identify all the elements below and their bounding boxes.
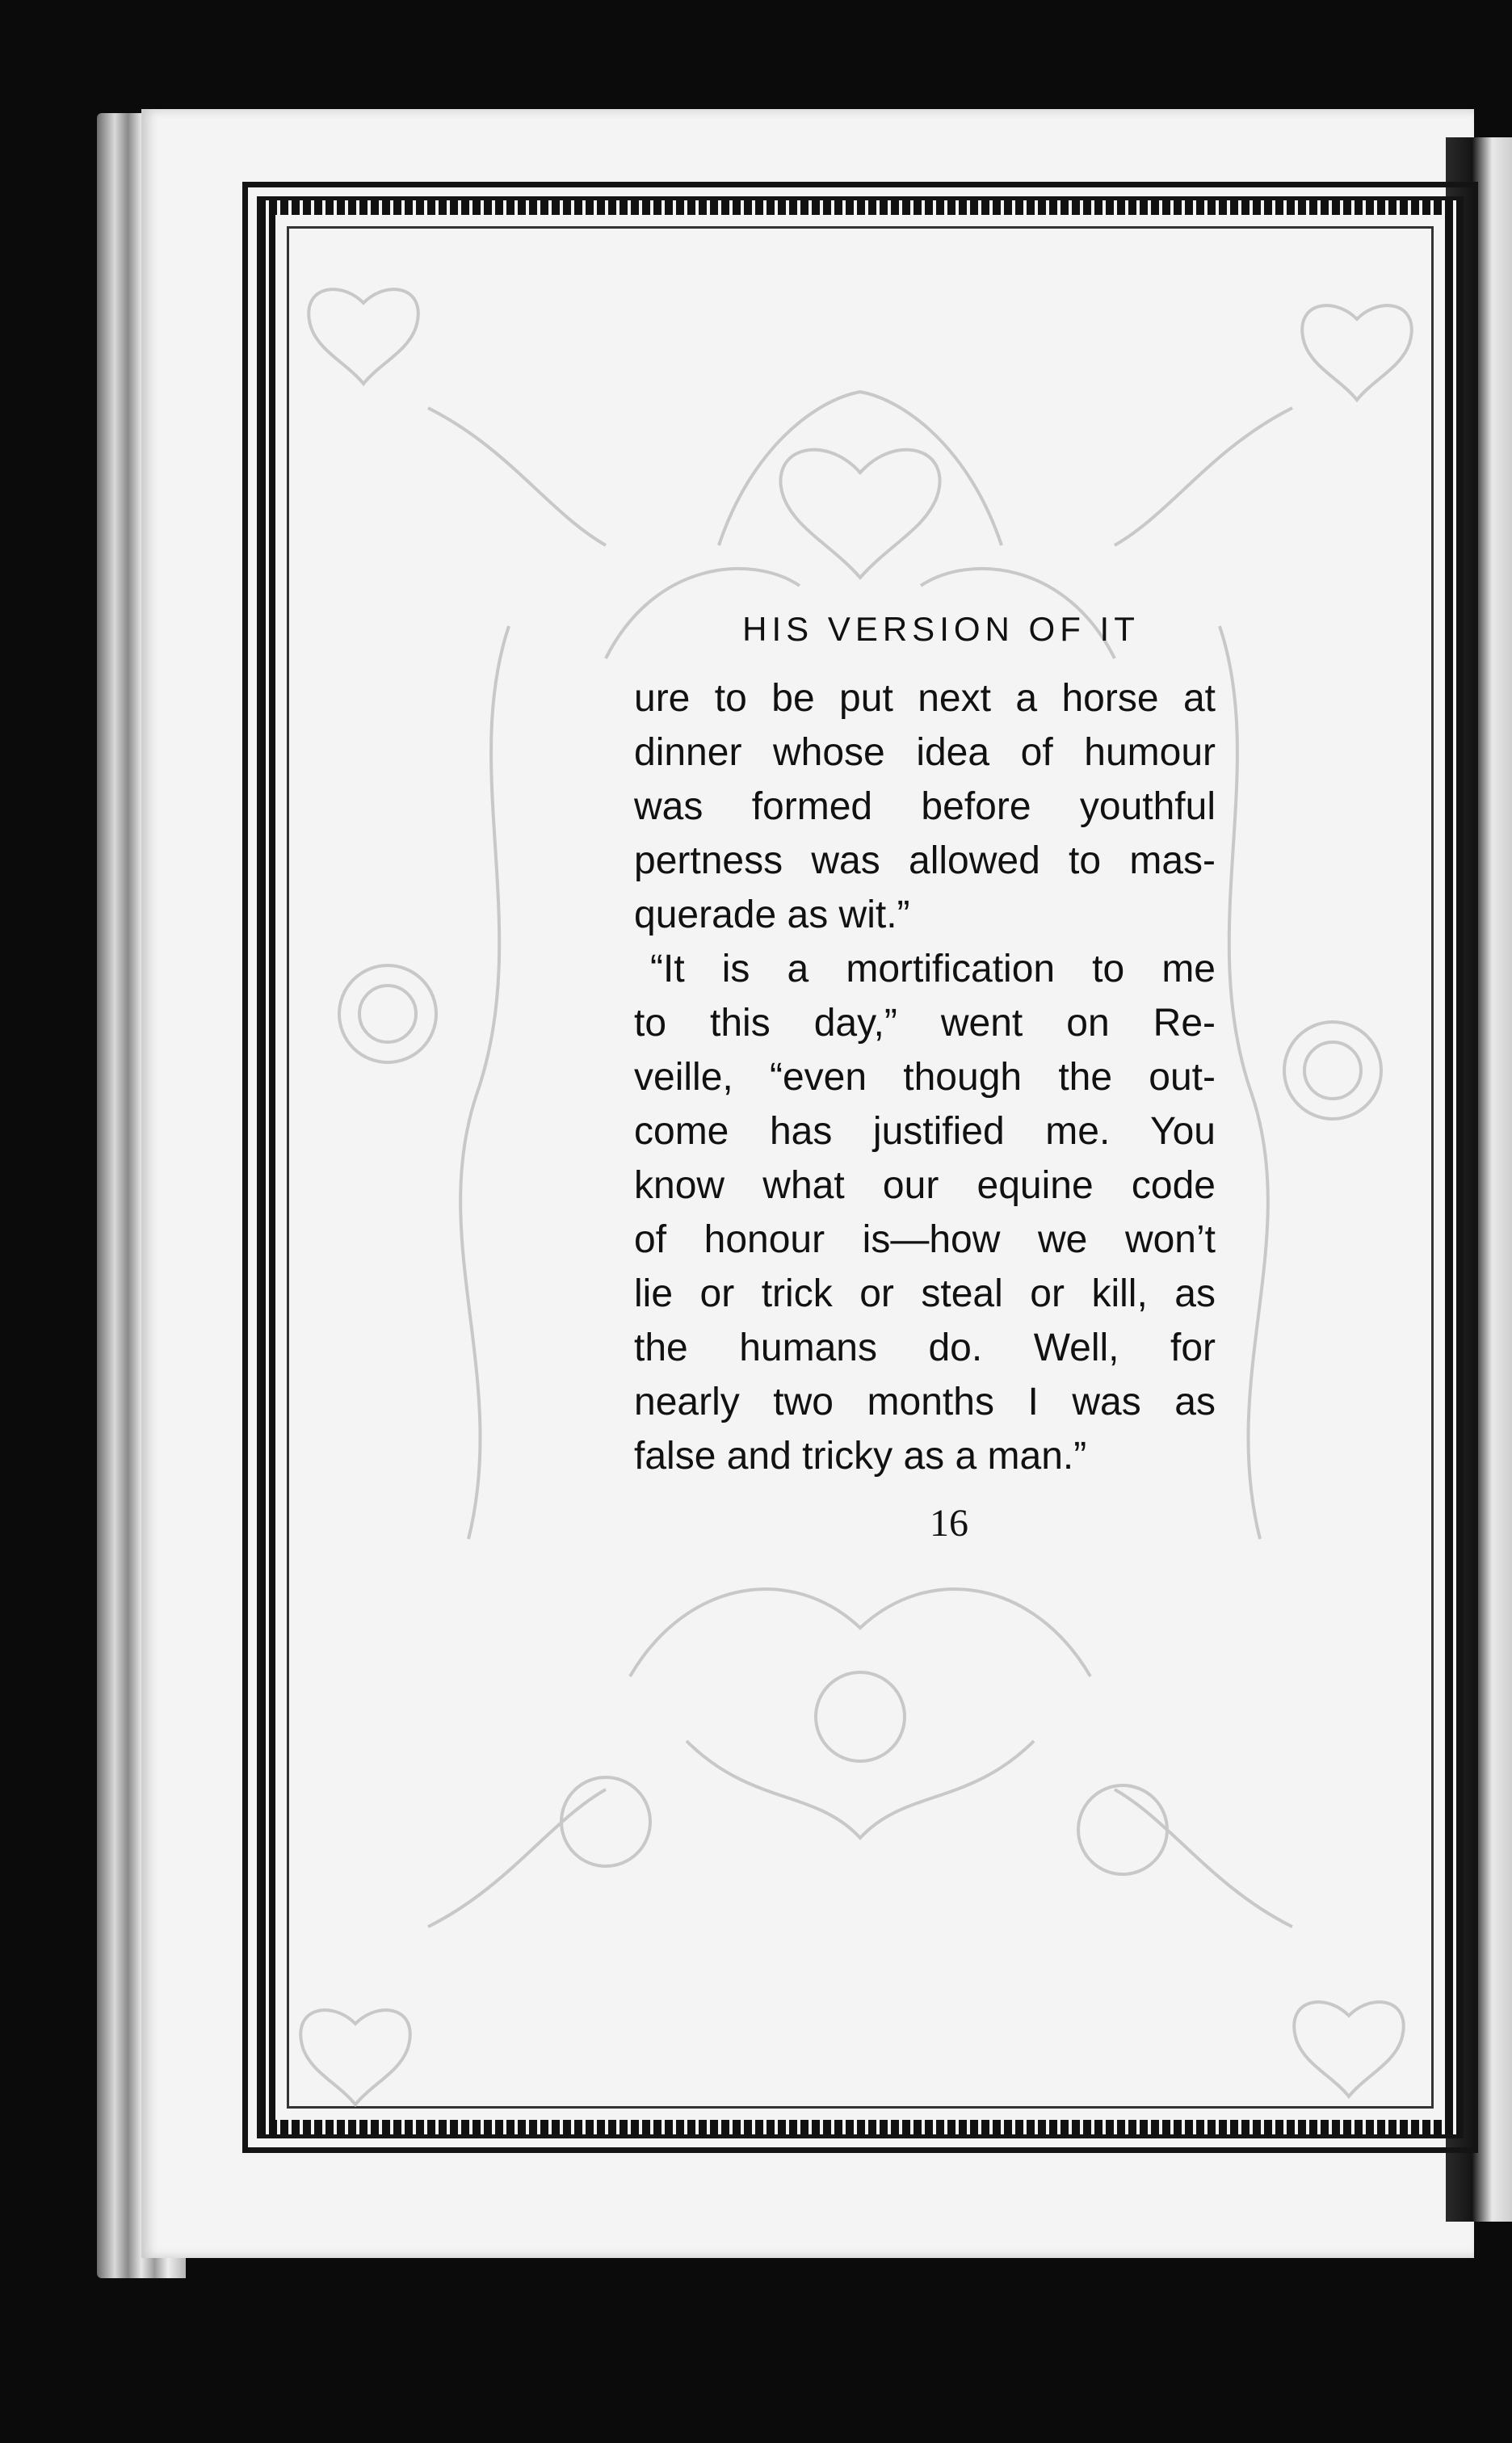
text-line: veille, “even though the out-: [634, 1056, 1216, 1099]
text-line: lie or trick or steal or kill, as: [634, 1272, 1216, 1315]
text-line: was formed before youthful: [634, 785, 1216, 828]
text-line: dinner whose idea of humour: [634, 731, 1216, 774]
text-line: of honour is—how we won’t: [634, 1218, 1216, 1261]
text-line: nearly two months I was as: [634, 1381, 1216, 1423]
text-line: pertness was allowed to mas-: [634, 839, 1216, 882]
text-line: ure to be put next a horse at: [634, 677, 1216, 720]
text-line: false and tricky as a man.”: [634, 1435, 1087, 1478]
text-line: querade as wit.”: [634, 894, 910, 936]
paragraph-1: [634, 671, 1216, 942]
text-line: know what our equine code: [634, 1164, 1216, 1207]
page-text-block: [634, 610, 1216, 1545]
text-line: “It is a mortification to me: [650, 948, 1216, 990]
text-line: come has justified me. You: [634, 1110, 1216, 1153]
paragraph-2: [634, 942, 1216, 1483]
running-head: HIS VERSION OF IT: [742, 610, 1140, 648]
page-number: 16: [930, 1502, 968, 1545]
text-line: the humans do. Well, for: [634, 1327, 1216, 1369]
text-line: to this day,” went on Re-: [634, 1002, 1216, 1045]
